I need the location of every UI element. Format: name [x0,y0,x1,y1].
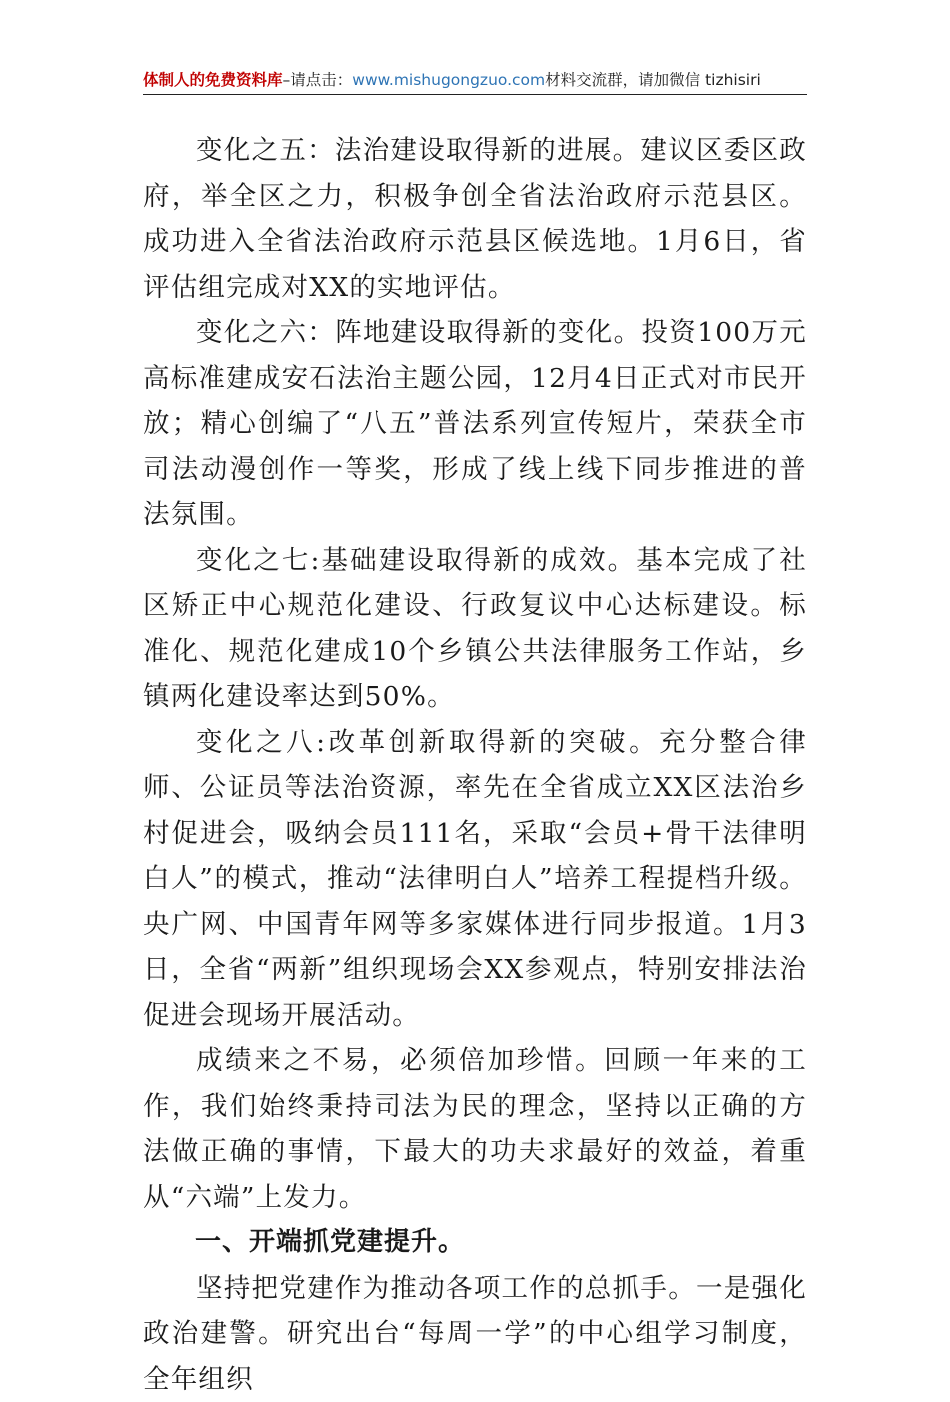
header-contact-text: 材料交流群，请加微信 tizhisiri [545,71,761,89]
paragraph-party-building: 坚持把党建作为推动各项工作的总抓手。一是强化政治建警。研究出台“每周一学”的中心组学习制度，全年组织 [143,1266,807,1402]
header-url-link[interactable]: www.mishugongzuo.com [352,71,545,89]
paragraph-change-seven: 变化之七:基础建设取得新的成效。基本完成了社区矫正中心规范化建设、行政复议中心达标建设。标准化、规范化建成10个乡镇公共法律服务工作站，乡镇两化建设率达到50%。 [143,538,807,720]
page-header [143,66,807,95]
paragraph-change-five: 变化之五：法治建设取得新的进展。建议区委区政府，举全区之力，积极争创全省法治政府示范县区。成功进入全省法治政府示范县区候选地。1月6日，省评估组完成对XX的实地评估。 [143,128,807,310]
header-brand: 体制人的免费资料库 [143,71,283,89]
paragraph-change-six: 变化之六：阵地建设取得新的变化。投资100万元高标准建成安石法治主题公园，12月4日正式对市民开放；精心创编了“八五”普法系列宣传短片，荣获全市司法动漫创作一等奖，形成了线上线下同步推进的普法氛围。 [143,310,807,538]
header-prompt: –请点击： [283,71,353,89]
section-heading: 一、开端抓党建提升。 [143,1220,807,1266]
paragraph-summary: 成绩来之不易，必须倍加珍惜。回顾一年来的工作，我们始终秉持司法为民的理念，坚持以正确的方法做正确的事情，下最大的功夫求最好的效益，着重从“六端”上发力。 [143,1038,807,1220]
paragraph-change-eight: 变化之八:改革创新取得新的突破。充分整合律师、公证员等法治资源，率先在全省成立XX区法治乡村促进会，吸纳会员111名，采取“会员+骨干法律明白人”的模式，推动“法律明白人”培养工程提档升级。央广网、中国青年网等多家媒体进行同步报道。1月3日，全省“两新”组织现场会XX参观点，特别安排法治促进会现场开展活动。 [143,720,807,1039]
document-body [143,128,807,1402]
